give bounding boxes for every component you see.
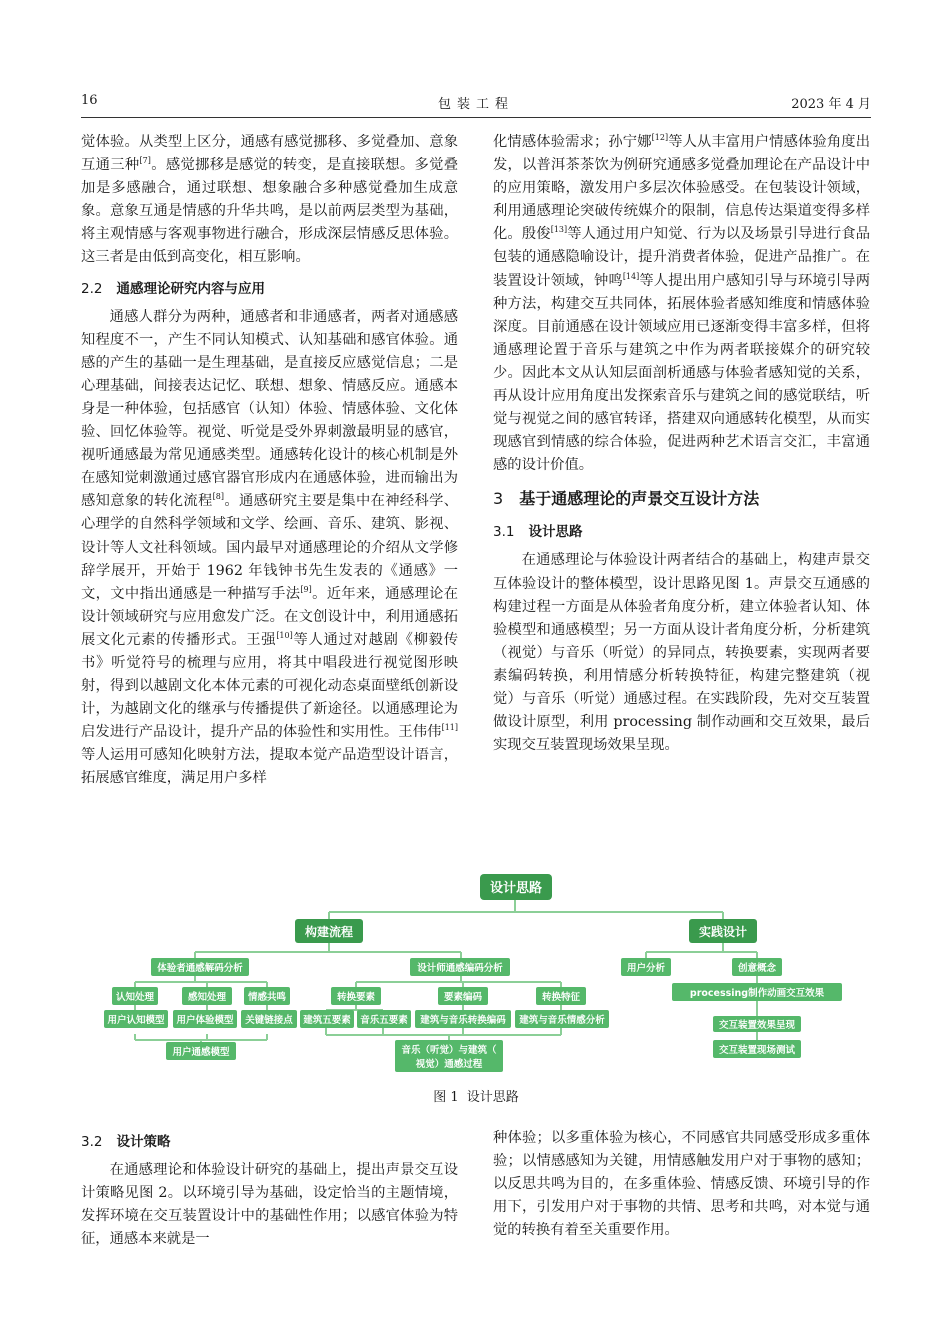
- left-column: [81, 131, 458, 791]
- citation: [10]: [276, 630, 293, 640]
- right-column: [493, 131, 870, 757]
- page-header: [81, 93, 871, 113]
- node-label: 情感共鸣: [247, 992, 287, 1003]
- section-number: 3: [493, 489, 504, 509]
- node-emotion: [244, 987, 290, 1005]
- node-convert-features: [536, 987, 586, 1005]
- node-user-cog-model: [104, 1010, 168, 1028]
- paragraph: [81, 306, 458, 791]
- node-label: 用户通感模型: [172, 1047, 230, 1058]
- node-label: 转换要素: [336, 992, 376, 1003]
- node-label: 创意概念: [737, 963, 777, 974]
- text: 等人通过用户知觉、行为以及场景引导进行食品包装的通感隐喻设计，提升消费者体验，促进产品推广。在装置设计领域，钟鸣: [493, 226, 871, 289]
- node-key-links: [241, 1010, 297, 1028]
- section-heading-3-1: [493, 521, 870, 543]
- root-label: 设计思路: [489, 881, 543, 896]
- text: 觉体验。从类型上区分，通感有感觉挪移、多觉叠加、意象互通三种: [81, 134, 458, 174]
- section-title: 基于通感理论的声景交互设计方法: [519, 489, 760, 509]
- node-creative-concept: [732, 958, 782, 976]
- node-label: 关键链接点: [245, 1015, 293, 1026]
- node-arch-five: [300, 1010, 354, 1028]
- citation: [12]: [651, 133, 669, 142]
- node-user-decode: [151, 958, 249, 976]
- node-label: 体验者通感解码分析: [157, 963, 243, 974]
- node-label: processing制作动画交互效果: [689, 988, 825, 999]
- section-heading-3-2: [81, 1131, 458, 1153]
- section-title: 设计策略: [116, 1134, 171, 1150]
- node-user-analysis: [621, 958, 671, 976]
- caption-text: 设计思路: [466, 1090, 519, 1105]
- right-column-bottom: [493, 1127, 870, 1242]
- root-node: [480, 874, 552, 900]
- node-practice: [689, 919, 757, 943]
- text: 等人从丰富用户情感体验角度出发，以普洱茶茶饮为例研究通感多觉叠加理论在产品设计中的应用策略，激发用户多层次体验感受。在包装设计领域，利用通感理论突破传统媒介的限制，信息传达渠道变得多样化。殷俊: [493, 134, 871, 243]
- node-label: 交互装置效果呈现: [718, 1020, 796, 1031]
- citation: [9]: [300, 584, 312, 594]
- node-label: 用户分析: [626, 963, 666, 974]
- node-label: 实践设计: [698, 925, 748, 939]
- left-column-bottom: [81, 1131, 458, 1251]
- node-label: 感知处理: [187, 992, 227, 1003]
- text: 等人通过对越剧《柳毅传书》听觉符号的梳理与应用，将其中唱段进行视觉图形映射，得到以越剧文化本体元素的可视化动态桌面壁纸创新设计，为越剧文化的继承与传播提供了新途径。以通感理论为启发进行产品设计，提升产品的体验性和实用性。王伟伟: [81, 631, 458, 741]
- node-label: 音乐五要素: [360, 1015, 408, 1026]
- paragraph: 在通感理论和体验设计研究的基础上，提出声景交互设计策略见图 2。以环境引导为基础，设定恰当的主题情境，发挥环境在交互装置设计中的基础性作用；以感官体验为特征，通感本来就是一: [81, 1162, 458, 1248]
- node-label: 交互装置现场测试: [718, 1045, 796, 1056]
- node-label: 构建流程: [304, 925, 354, 939]
- node-convert-elements: [331, 987, 381, 1005]
- section-number: 3.1: [493, 524, 515, 541]
- node-label: 建筑五要素: [303, 1015, 351, 1026]
- node-label: 用户认知模型: [107, 1015, 165, 1026]
- node-user-exp-model: [173, 1010, 237, 1028]
- node-label: 建筑与音乐转换编码: [420, 1015, 506, 1026]
- section-heading-2-2: [81, 278, 458, 300]
- caption-label: 图 1: [433, 1090, 459, 1105]
- journal-title: 包装工程: [437, 97, 514, 112]
- node-label: 音乐（听觉）与建筑（: [401, 1045, 497, 1056]
- node-build: [295, 919, 363, 943]
- header-rule: [81, 117, 871, 118]
- citation: [7]: [139, 156, 151, 166]
- citation: [11]: [441, 723, 458, 733]
- node-label: 视觉）通感过程: [415, 1059, 483, 1070]
- text: 。感觉挪移是感觉的转变，是直接联想。多觉叠加是多感融合，通过联想、想象融合多种感觉叠加生成意象。意象互通是情感的升华共鸣，是以前两层类型为基础，将主观情感与客观事物进行融合，形成深层情感反思体验。这三者是由低到高变化，相互影响。: [81, 157, 459, 266]
- section-title: 通感理论研究内容与应用: [116, 280, 265, 297]
- section-heading-3: [493, 487, 870, 511]
- figure-caption: [81, 1086, 871, 1105]
- node-device-test: [713, 1040, 801, 1058]
- node-label: 转换特征: [541, 992, 581, 1003]
- text: 。通感研究主要是集中在神经科学、心理学的自然科学领域和文学、绘画、音乐、建筑、影视、设计等人文社科领域。国内最早对通感理论的介绍从文学修辞学展开，开始于 1962 年钱钟书先生发表的《通感》一文，文中指出通感是一种描写手法: [81, 493, 459, 602]
- text: 等人提出用户感知引导与环境引导两种方法，构建交互共同体，拓展体验者感知维度和情感体验深度。目前通感在设计领域应用已逐渐变得丰富多样，但将通感理论置于音乐与建筑之中作为两者联接媒介的研究较少。因此本文从认知层面剖析通感与体验者感知觉的关系，再从设计应用角度出发探索音乐与建筑之间的感觉联结，听觉与视觉之间的感官转译，搭建双向通感转化模型，从而实现感官到情感的综合体验，促进两种艺术语言交汇，丰富通感的设计价值。: [493, 272, 871, 474]
- page-number: 16: [81, 93, 98, 108]
- node-element-encoding: [438, 987, 488, 1005]
- citation: [14]: [622, 271, 640, 281]
- node-label: 要素编码: [443, 992, 483, 1003]
- node-music-five: [357, 1010, 411, 1028]
- node-device-effect: [713, 1016, 801, 1032]
- paragraph: 种体验；以多重体验为核心，不同感官共同感受形成多重体验；以情感感知为关键，用情感触发用户对于事物的感知；以反思共鸣为目的，在多重体验、情感反馈、环境引导的作用下，引发用户对于事物的共情、思考和共鸣，对本觉与通觉的转换有着至关重要作用。: [493, 1130, 870, 1239]
- node-music-arch-process: [395, 1040, 503, 1072]
- node-label: 认知处理: [115, 992, 155, 1003]
- text: 通感人群分为两种，通感者和非通感者，两者对通感感知程度不一，产生不同认知模式、认知基础和感官体验。通感的产生的基础一是生理基础，是直接反应感觉信息；二是心理基础，间接表达记忆、联想、想象、情感反应。通感本身是一种体验，包括感官（认知）体验、情感体验、文化体验、回忆体验等。视觉、听觉是受外界刺激最明显的感官，视听通感最为常见通感类型。通感转化设计的核心机制是外在感知觉刺激通过感官器官形成内在通感体验，进而输出为感知意象的转化流程: [81, 308, 458, 510]
- issue-date: 2023 年 4 月: [791, 97, 871, 112]
- paragraph: 在通感理论与体验设计两者结合的基础上，构建声景交互体验设计的整体模型，设计思路见图 1。声景交互通感的构建过程一方面是从体验者角度分析，建立体验者认知、体验模型和通感模型；另一方面从设计者角度分析，分析建筑（视觉）与音乐（听觉）的异同点，转换要素，实现两者要素编码转换，利用情感分析转换特征，构建完整建筑（视觉）与音乐（听觉）通感过程。在实践阶段，先对交互装置做设计原型，利用 processing 制作动画和交互效果，最后实现交互装置现场效果呈现。: [493, 552, 870, 754]
- section-title: 设计思路: [528, 524, 583, 541]
- section-number: 2.2: [81, 280, 103, 297]
- text: 化情感体验需求；孙宁娜: [493, 134, 652, 150]
- section-number: 3.2: [81, 1134, 103, 1150]
- text: 等人运用可感知化映射方法，提取本觉产品造型设计语言，拓展感官维度，满足用户多样: [81, 747, 458, 787]
- paragraph: [493, 131, 870, 477]
- paragraph: [81, 131, 458, 270]
- node-processing: [672, 983, 842, 1001]
- node-arch-music-encode: [415, 1010, 511, 1028]
- node-designer-encode: [410, 958, 510, 976]
- node-label: 设计师通感编码分析: [417, 963, 503, 974]
- node-label: 建筑与音乐情感分析: [519, 1015, 605, 1026]
- node-label: 用户体验模型: [176, 1015, 234, 1026]
- citation: [8]: [212, 492, 224, 502]
- node-cognition: [112, 987, 158, 1005]
- node-perception: [182, 987, 232, 1005]
- citation: [13]: [550, 225, 568, 235]
- figure-design-thinking-diagram: [81, 870, 871, 1080]
- text: 。近年来，通感理论在设计领域研究与应用愈发广泛。在文创设计中，利用通感拓展文化元素的传播形式。王强: [81, 585, 459, 648]
- node-arch-music-emotion: [515, 1010, 609, 1028]
- node-user-synesthesia: [166, 1042, 236, 1060]
